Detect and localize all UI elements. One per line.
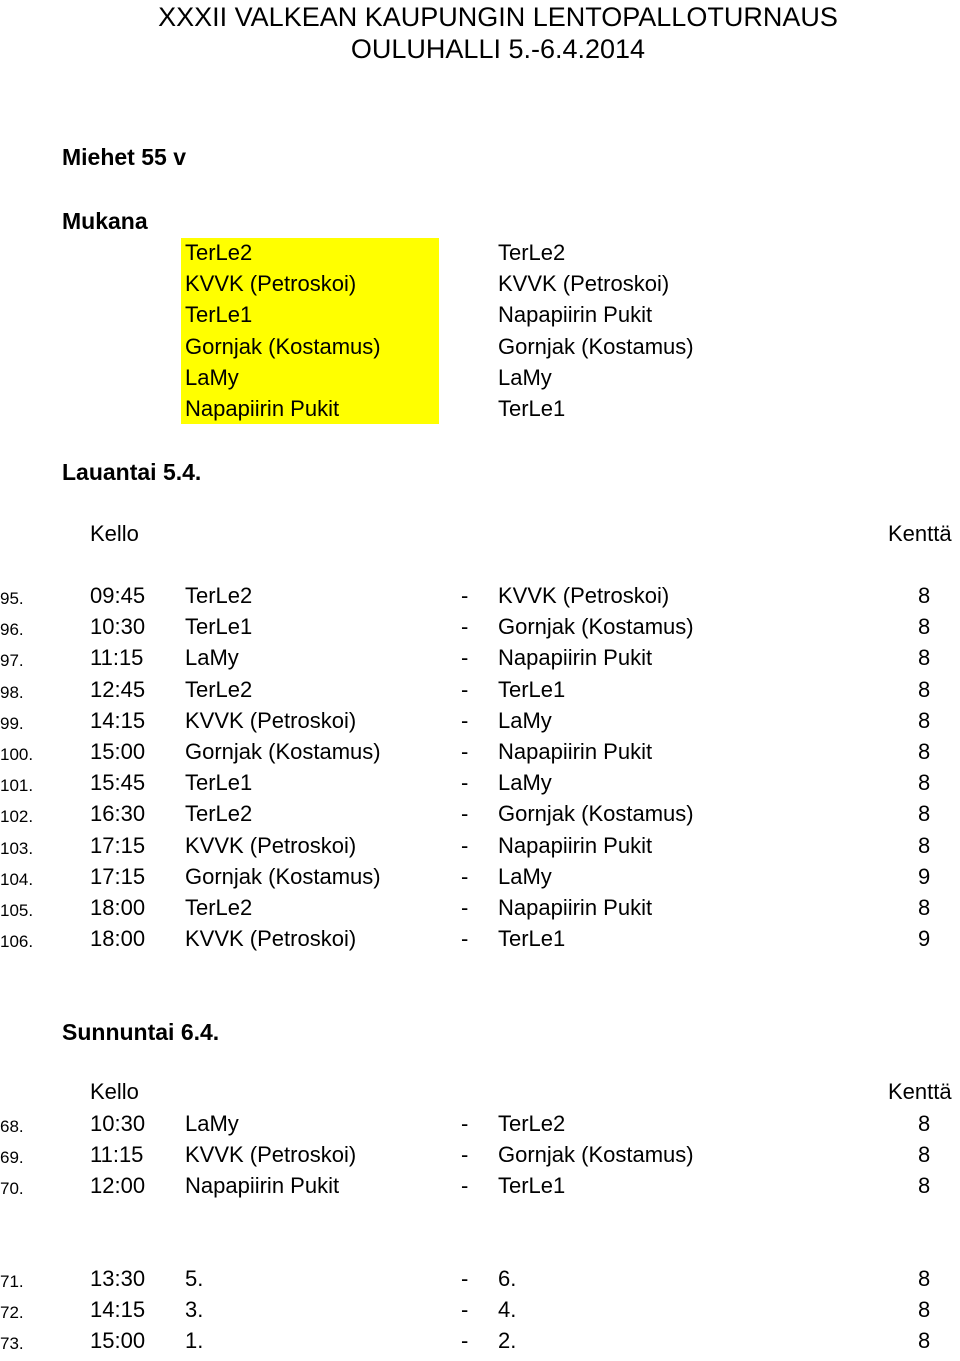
participant: TerLe2 bbox=[498, 240, 566, 265]
away-team: 4. bbox=[498, 1297, 517, 1322]
game-row bbox=[0, 863, 960, 897]
game-time: 13:30 bbox=[90, 1266, 146, 1291]
away-team: LaMy bbox=[498, 707, 552, 733]
saturday-col-time: Kello bbox=[90, 521, 139, 546]
home-team: 1. bbox=[185, 1328, 204, 1353]
court-number: 9 bbox=[918, 926, 931, 952]
court-number: 8 bbox=[918, 645, 931, 671]
court-number: 8 bbox=[918, 1142, 931, 1167]
court-number: 8 bbox=[918, 1328, 931, 1353]
court-number: 9 bbox=[918, 863, 931, 889]
versus-dash: - bbox=[461, 832, 469, 858]
game-time: 15:00 bbox=[90, 1328, 146, 1353]
participant-highlighted: TerLe2 bbox=[185, 240, 253, 265]
game-number: 103. bbox=[0, 838, 34, 858]
game-number: 96. bbox=[0, 620, 24, 640]
participant-highlighted: Napapiirin Pukit bbox=[185, 396, 340, 421]
game-row bbox=[0, 772, 960, 803]
game-row bbox=[0, 616, 960, 647]
home-team: TerLe1 bbox=[185, 770, 253, 796]
game-number: 98. bbox=[0, 682, 24, 702]
away-team: TerLe1 bbox=[498, 926, 566, 952]
away-team: 2. bbox=[498, 1328, 517, 1353]
away-team: Napapiirin Pukit bbox=[498, 895, 653, 920]
versus-dash: - bbox=[461, 1111, 469, 1136]
court-number: 8 bbox=[918, 1266, 931, 1291]
away-team: TerLe1 bbox=[498, 676, 566, 702]
game-time: 09:45 bbox=[90, 583, 146, 608]
game-time: 10:30 bbox=[90, 614, 146, 640]
court-number: 8 bbox=[918, 801, 931, 827]
game-number: 69. bbox=[0, 1148, 24, 1167]
game-row bbox=[0, 928, 960, 959]
page-title-line1: XXXII VALKEAN KAUPUNGIN LENTOPALLOTURNAUS bbox=[158, 2, 838, 32]
participant: TerLe1 bbox=[498, 396, 566, 421]
game-time: 12:00 bbox=[90, 1173, 146, 1198]
game-time: 16:30 bbox=[90, 801, 146, 827]
versus-dash: - bbox=[461, 863, 469, 889]
versus-dash: - bbox=[461, 1297, 469, 1322]
home-team: Gornjak (Kostamus) bbox=[185, 863, 381, 889]
sunday-col-court: Kenttä bbox=[888, 1079, 952, 1104]
away-team: Gornjak (Kostamus) bbox=[498, 614, 694, 640]
game-number: 97. bbox=[0, 651, 24, 671]
versus-dash: - bbox=[461, 926, 469, 952]
game-time: 12:45 bbox=[90, 676, 146, 702]
game-number: 106. bbox=[0, 932, 34, 952]
participant: Napapiirin Pukit bbox=[498, 302, 653, 328]
game-time: 10:30 bbox=[90, 1111, 146, 1136]
game-number: 102. bbox=[0, 807, 34, 827]
participant-highlighted: KVVK (Petroskoi) bbox=[185, 271, 357, 297]
participant: Gornjak (Kostamus) bbox=[498, 333, 694, 359]
participants-label: Mukana bbox=[62, 208, 148, 234]
participant: LaMy bbox=[498, 364, 552, 390]
versus-dash: - bbox=[461, 1173, 469, 1198]
game-row bbox=[0, 1330, 960, 1361]
versus-dash: - bbox=[461, 1328, 469, 1353]
away-team: LaMy bbox=[498, 770, 552, 796]
home-team: LaMy bbox=[185, 645, 239, 671]
game-number: 104. bbox=[0, 869, 34, 889]
versus-dash: - bbox=[461, 676, 469, 702]
away-team: 6. bbox=[498, 1266, 517, 1291]
game-row bbox=[0, 1175, 960, 1206]
sunday-col-time: Kello bbox=[90, 1079, 139, 1104]
home-team: 3. bbox=[185, 1297, 204, 1322]
court-number: 8 bbox=[918, 895, 931, 920]
game-row bbox=[0, 1268, 960, 1299]
game-number: 68. bbox=[0, 1117, 24, 1136]
court-number: 8 bbox=[918, 614, 931, 640]
home-team: Napapiirin Pukit bbox=[185, 1173, 340, 1198]
home-team: TerLe1 bbox=[185, 614, 253, 640]
game-time: 18:00 bbox=[90, 895, 146, 920]
versus-dash: - bbox=[461, 801, 469, 827]
home-team: KVVK (Petroskoi) bbox=[185, 1142, 357, 1167]
court-number: 8 bbox=[918, 739, 931, 764]
series-heading: Miehet 55 v bbox=[62, 144, 186, 170]
court-number: 8 bbox=[918, 832, 931, 858]
game-time: 15:00 bbox=[90, 739, 146, 764]
court-number: 8 bbox=[918, 583, 931, 608]
versus-dash: - bbox=[461, 739, 469, 764]
game-row bbox=[0, 707, 960, 741]
game-row bbox=[0, 741, 960, 772]
away-team: TerLe2 bbox=[498, 1111, 566, 1136]
versus-dash: - bbox=[461, 1266, 469, 1291]
saturday-col-court: Kenttä bbox=[888, 521, 952, 546]
game-time: 11:15 bbox=[90, 1142, 144, 1167]
game-number: 101. bbox=[0, 776, 34, 796]
game-time: 14:15 bbox=[90, 1297, 146, 1322]
versus-dash: - bbox=[461, 583, 469, 608]
court-number: 8 bbox=[918, 676, 931, 702]
page-title-line2: OULUHALLI 5.-6.4.2014 bbox=[350, 34, 646, 64]
home-team: Gornjak (Kostamus) bbox=[185, 739, 381, 764]
away-team: Gornjak (Kostamus) bbox=[498, 1142, 694, 1167]
game-number: 105. bbox=[0, 901, 34, 920]
versus-dash: - bbox=[461, 707, 469, 733]
game-time: 17:15 bbox=[90, 863, 146, 889]
away-team: Napapiirin Pukit bbox=[498, 645, 653, 671]
game-number: 100. bbox=[0, 745, 34, 764]
game-row bbox=[0, 1113, 960, 1144]
away-team: LaMy bbox=[498, 863, 552, 889]
game-time: 17:15 bbox=[90, 832, 146, 858]
versus-dash: - bbox=[461, 770, 469, 796]
versus-dash: - bbox=[461, 614, 469, 640]
away-team: Gornjak (Kostamus) bbox=[498, 801, 694, 827]
game-time: 11:15 bbox=[90, 645, 144, 671]
game-number: 72. bbox=[0, 1303, 24, 1322]
game-number: 71. bbox=[0, 1272, 24, 1291]
game-number: 70. bbox=[0, 1179, 24, 1198]
home-team: 5. bbox=[185, 1266, 204, 1291]
game-time: 15:45 bbox=[90, 770, 146, 796]
versus-dash: - bbox=[461, 895, 469, 920]
saturday-heading: Lauantai 5.4. bbox=[62, 459, 202, 485]
game-row bbox=[0, 585, 960, 616]
home-team: KVVK (Petroskoi) bbox=[185, 832, 357, 858]
court-number: 8 bbox=[918, 1173, 931, 1198]
game-row bbox=[0, 832, 960, 866]
home-team: LaMy bbox=[185, 1111, 239, 1136]
versus-dash: - bbox=[461, 1142, 469, 1167]
participant-highlighted: LaMy bbox=[185, 364, 239, 390]
home-team: TerLe2 bbox=[185, 676, 253, 702]
away-team: Napapiirin Pukit bbox=[498, 832, 653, 858]
home-team: TerLe2 bbox=[185, 583, 253, 608]
game-row bbox=[0, 897, 960, 928]
sunday-heading: Sunnuntai 6.4. bbox=[62, 1019, 220, 1045]
participant-highlighted: Gornjak (Kostamus) bbox=[185, 333, 381, 359]
court-number: 8 bbox=[918, 707, 931, 733]
game-row bbox=[0, 647, 960, 678]
participant: KVVK (Petroskoi) bbox=[498, 271, 670, 297]
game-time: 14:15 bbox=[90, 707, 146, 733]
game-time: 18:00 bbox=[90, 926, 146, 952]
home-team: TerLe2 bbox=[185, 801, 253, 827]
game-number: 95. bbox=[0, 589, 24, 608]
court-number: 8 bbox=[918, 770, 931, 796]
game-number: 99. bbox=[0, 713, 24, 733]
court-number: 8 bbox=[918, 1297, 931, 1322]
game-row bbox=[0, 1144, 960, 1175]
home-team: KVVK (Petroskoi) bbox=[185, 926, 357, 952]
versus-dash: - bbox=[461, 645, 469, 671]
away-team: KVVK (Petroskoi) bbox=[498, 583, 670, 608]
away-team: Napapiirin Pukit bbox=[498, 739, 653, 764]
game-row bbox=[0, 676, 960, 710]
home-team: KVVK (Petroskoi) bbox=[185, 707, 357, 733]
game-row bbox=[0, 1299, 960, 1330]
court-number: 8 bbox=[918, 1111, 931, 1136]
participant-highlighted: TerLe1 bbox=[185, 302, 253, 328]
home-team: TerLe2 bbox=[185, 895, 253, 920]
game-row bbox=[0, 803, 960, 834]
game-number: 73. bbox=[0, 1334, 24, 1353]
away-team: TerLe1 bbox=[498, 1173, 566, 1198]
